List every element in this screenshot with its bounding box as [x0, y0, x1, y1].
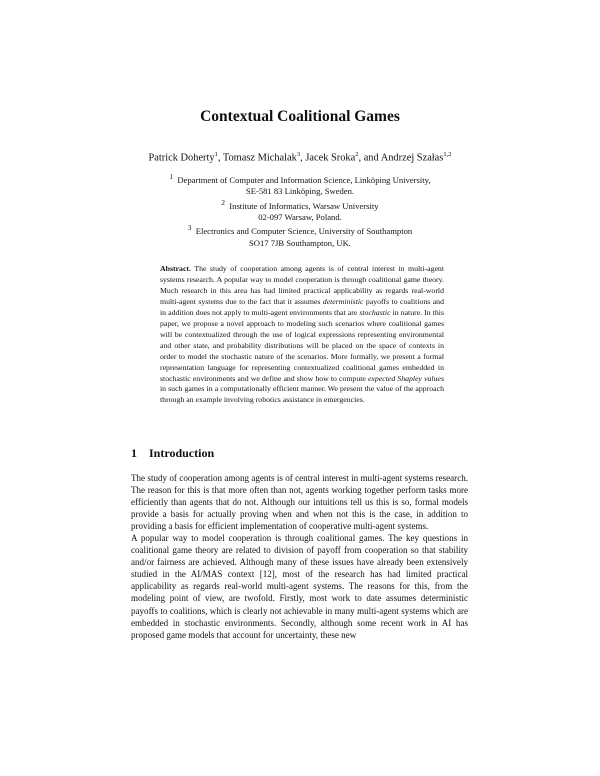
affiliation-text: Department of Computer and Information Science, Linköping University,: [177, 174, 431, 185]
author-affiliation-mark: 1: [214, 151, 218, 158]
affiliation-text: SO17 7JB Southampton, UK.: [249, 237, 351, 248]
section-title: Introduction: [149, 446, 215, 460]
author-name: Andrzej Szałas: [380, 152, 444, 164]
affiliation-mark: 2: [221, 198, 225, 207]
abstract-emphasis: deterministic: [322, 296, 364, 306]
affiliation-line: [0, 198, 600, 212]
abstract-text: in nature. In this paper, we propose a novel approach to modeling such scenarios where coalitional games will be contextualized through the use of logical expressions representing environmental and other state, and probability distributions will be placed on the space of contexts in order to model the stochastic nature of the scenarios. More formally, we present a formal representation language for representing contextualized coalitional games embedded in stochastic environments and we define and show how to compute: [160, 307, 444, 383]
author-affiliation-mark: 1,2: [443, 151, 452, 158]
author-list: Patrick Doherty$^1$, Tomasz Michalak$^3$, Jacek Sroka$^2$, and Andrzej Szałas$^{1,2}$: [148, 151, 452, 164]
author-name: Patrick Doherty: [148, 152, 215, 164]
paragraph: The study of cooperation among agents is of central interest in multi-agent systems research. The reason for this is that more often than not, agents working together perform tasks more efficiently than agents that do not. Although our intuitions tell us this is so, formal models provide a basis for actually proving when and when not this is the case, in addition to providing a basis for efficient implementation of cooperative multi-agent systems.: [131, 473, 468, 532]
affiliation-text: Institute of Informatics, Warsaw University: [229, 200, 379, 211]
affiliation-text: 02-097 Warsaw, Poland.: [258, 211, 342, 222]
author-affiliation-mark: 2: [355, 151, 359, 158]
abstract-text: in such games in a computationally efficient manner. We present the value of the approach through an example involving robotics assistance in emergencies.: [160, 384, 444, 405]
section-heading: [131, 446, 214, 461]
affiliation-text: SE-581 83 Linköping, Sweden.: [245, 186, 355, 197]
section-number: 1: [131, 446, 137, 460]
abstract-body: [160, 264, 444, 404]
abstract-text: payoffs to coalitions and in addition does not apply to multi-agent environments that are: [160, 296, 444, 317]
abstract: [160, 264, 444, 406]
affiliation-line: [0, 223, 600, 237]
affiliation-line: [0, 238, 600, 249]
affiliation-text: Electronics and Computer Science, University of Southampton: [195, 226, 413, 237]
affiliation-list: [0, 172, 600, 249]
abstract-emphasis: stochastic: [359, 307, 391, 317]
affiliation: [0, 172, 600, 198]
author-affiliation-mark: 3: [296, 151, 301, 158]
affiliation: [0, 198, 600, 224]
affiliation-mark: 3: [187, 224, 192, 233]
abstract-label: Abstract.: [160, 264, 191, 273]
author-name: Jacek Sroka: [305, 152, 356, 164]
affiliation-mark: 1: [169, 173, 174, 181]
author-name: Tomasz Michalak: [222, 152, 297, 164]
paragraph: A popular way to model cooperation is through coalitional games. The key questions in coalitional game theory are related to division of payoff from cooperation so that stability and/or fairness are achieved. Although many of these issues have already been extensively studied in the AI/MAS context [12], most of the research has had limited practical applicability as regards real-world multi-agent systems. The reasons for this, from the modeling point of view, are twofold. Firstly, most work to date assumes deterministic payoffs to coalitions, which is clearly not achievable in many multi-agent systems which are embedded in stochastic environments. Secondly, although some recent work in AI has proposed game models that account for uncertainty, these new: [131, 533, 468, 640]
affiliation-line: [0, 172, 600, 186]
affiliation: [0, 223, 600, 249]
section-body: [131, 472, 468, 641]
abstract-emphasis: expected Shapley values: [367, 373, 444, 383]
abstract-text: The study of cooperation among agents is of central interest in multi-agent systems research. A popular way to model cooperation is through coalitional game theory. Much research in this area has had limited practical applicability as regards real-world multi-agent systems due to the fact that it assumes: [160, 264, 444, 306]
paper-title: Contextual Coalitional Games: [200, 108, 400, 125]
affiliation-line: [0, 186, 600, 197]
affiliation-line: [0, 212, 600, 223]
